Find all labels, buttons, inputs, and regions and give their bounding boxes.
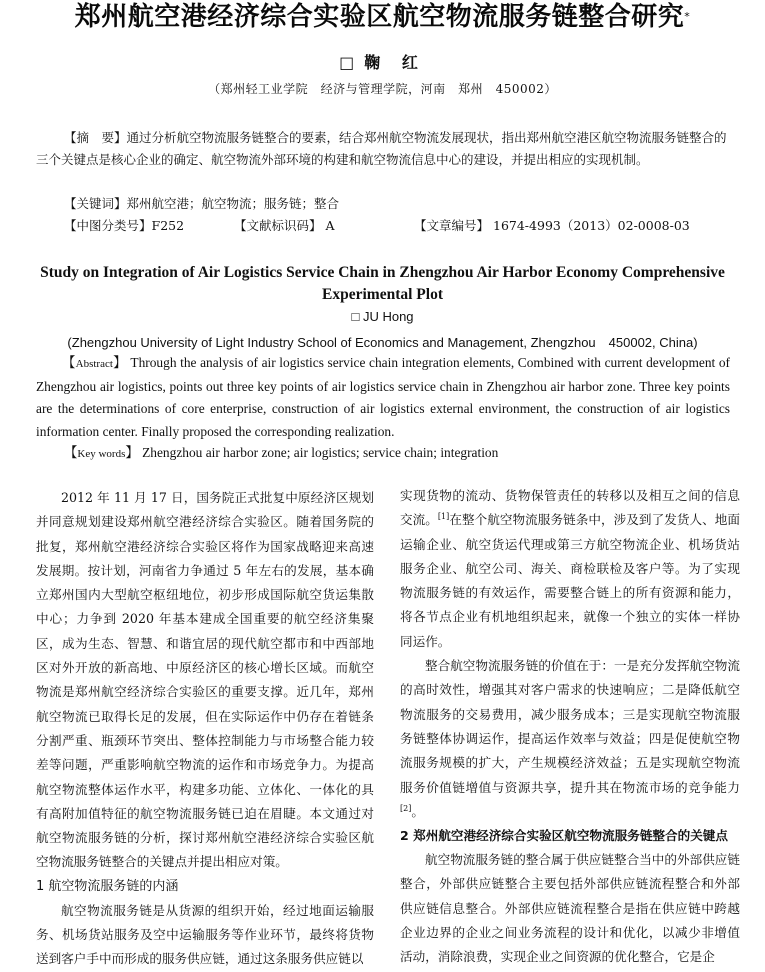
paper-title-en: Study on Integration of Air Logistics Service Chain in Zhengzhou Air Harbor Economy Comprehensive Experimental Plot [40, 264, 725, 303]
citation-ref-2[interactable]: [2] [400, 803, 412, 813]
keywords-cn [64, 193, 339, 215]
author-box-icon: □ [339, 53, 355, 72]
clc-code [64, 215, 234, 237]
author-en-name: JU Hong [362, 309, 414, 324]
intro-paragraph: 2012 年 11 月 17 日，国务院正式批复中原经济区规划并同意规划建设郑州航空港经济综合实验区。随着国务院的批复，郑州航空港经济综合实验区将作为国家战略迎来高速发展期。按计划，河南省力争通过 5 年左右的发展，基本确立郑州国内大型航空枢纽地位，初步形成国际航空货运集散中心；力争到 2020 年基本建成全国重要的航空经济集聚区，成为生态、智慧、和谐宜居的现代航空都市和中西部地区对外开放的新高地、中原经济区的核心增长区域。而航空物流是郑州航空经济综合实验区的重要支撑。近几年，郑州航空物流已取得长足的发展，但在实际运作中仍存在着链条分割严重、瓶颈环节突出、整体控制能力与市场整合能力较差等问题，严重影响航空物流的运作和市场竞争力。为提高航空物流整体运作水平，构建多功能、立体化、一体化的具有高附加值特征的航空物流服务链已迫在眉睫。本文通过对航空物流服务链的分析，探讨郑州航空港经济综合实验区航空物流服务链整合的关键点并提出相应对策。 [36, 490, 374, 870]
article-number [414, 215, 690, 237]
affiliation-en: (Zhengzhou University of Light Industry School of Economics and Management, Zhengzhou 450002, China) [67, 335, 698, 350]
keywords-en [64, 442, 498, 465]
abstract-cn-label: 【摘 要】 [64, 130, 127, 145]
clc-label: 【中图分类号】 [64, 218, 152, 233]
abstract-cn-text: 通过分析航空物流服务链整合的要素，结合郑州航空物流发展现状，指出郑州航空港区航空物流服务链整合的三个关键点是核心企业的确定、航空物流外部环境的构建和航空物流信息中心的建设，并提出相应的实现机制。 [36, 130, 727, 167]
author-cn-name: 鞠 红 [364, 53, 426, 72]
title-cn-text: 郑州航空港经济综合实验区航空物流服务链整合研究 [74, 2, 685, 32]
keywords-en-bracket-open: 【 [64, 445, 78, 460]
author-en [0, 309, 765, 324]
value-paragraph [400, 654, 740, 824]
section-2-paragraph: 航空物流服务链的整合属于供应链整合当中的外部供应链整合，外部供应链整合主要包括外部供应链流程整合和外部供应链信息整合。外部供应链流程整合是指在供应链中跨越企业边界的企业之间业务流程的设计和优化，以减少非增值活动，消除浪费，实现企业之间资源的优化整合，它是企 [400, 852, 740, 965]
paper-title-cn [0, 0, 765, 34]
author-en-box-icon: □ [351, 309, 360, 324]
abstract-en-bracket-open: 【 [62, 355, 76, 370]
article-no-value: 1674-4993（2013）02-0008-03 [493, 218, 690, 233]
affiliation-cn: （郑州轻工业学院 经济与管理学院，河南 郑州 450002） [208, 82, 557, 96]
classification-line [64, 215, 690, 237]
section-heading-2: 2 郑州航空港经济综合实验区航空物流服务链整合的关键点 [400, 828, 728, 844]
section-heading-1: 1 航空物流服务链的内涵 [36, 878, 179, 894]
abstract-en-bracket-close: 】 [112, 355, 127, 370]
author-cn [0, 50, 765, 73]
keywords-en-text: Zhengzhou air harbor zone; air logistics; service chain; integration [142, 445, 499, 460]
doc-code-label: 【文献标识码】 [234, 218, 322, 233]
abstract-en-label: Abstract [75, 358, 113, 370]
body-column-right [400, 484, 740, 970]
article-no-label: 【文章编号】 [414, 218, 490, 233]
abstract-en-text: Through the analysis of air logistics service chain integration elements, Combined with current development of Zhengzhou air logistics, points out three key points of air logistics service chain in Zhengzhou air harbor zone. Three key points are the determinations of core enterprise, construction of air logistics external environment, the construction of air logistics information center. Finally proposed the corresponding realization. [36, 355, 730, 439]
continued-paragraph-text-b: 在整个航空物流服务链条中，涉及到了发货人、地面运输企业、航空货运代理或第三方航空物流企业、机场货站服务企业、航空公司、海关、商检联检及客户等。为了实现物流服务链的有效运作，需要整合链上的所有资源和能力，将各节点企业有机地组织起来，就像一个独立的实体一样协同运作。 [400, 512, 740, 649]
continued-paragraph-text-a: 实现货物的流动、货物保管责任的转移以及相互之间的信息交流。 [400, 488, 740, 528]
citation-ref-1[interactable]: [1] [437, 512, 450, 522]
keywords-cn-label: 【关键词】 [64, 196, 127, 211]
abstract-en [36, 352, 730, 443]
doc-code-value: A [325, 218, 335, 233]
keywords-en-bracket-close: 】 [125, 445, 139, 460]
clc-value: F252 [151, 218, 185, 233]
continued-paragraph [400, 484, 740, 654]
body-column-left [36, 486, 374, 972]
keywords-en-label: Key words [77, 448, 126, 460]
keywords-cn-text: 郑州航空港；航空物流；服务链；整合 [126, 196, 340, 211]
doc-code [234, 215, 414, 237]
abstract-cn [36, 127, 736, 171]
value-paragraph-text: 整合航空物流服务链的价值在于：一是充分发挥航空物流的高时效性，增强其对客户需求的快速响应；二是降低航空物流服务的交易费用，减少服务成本；三是实现航空物流服务链整体协调运作，提高运作效率与效益；四是促使航空物流服务规模的扩大，产生规模经济效益；五是实现航空物流服务价值链增值与资源共享，提升其在物流市场的竞争能力 [400, 658, 740, 795]
section-1-paragraph: 航空物流服务链是从货源的组织开始，经过地面运输服务、机场货站服务及空中运输服务等作业环节，最终将货物送到客户手中而形成的服务供应链，通过这条服务供应链以 [36, 902, 374, 967]
value-paragraph-end: 。 [411, 803, 424, 819]
title-footnote-mark: * [684, 10, 691, 23]
